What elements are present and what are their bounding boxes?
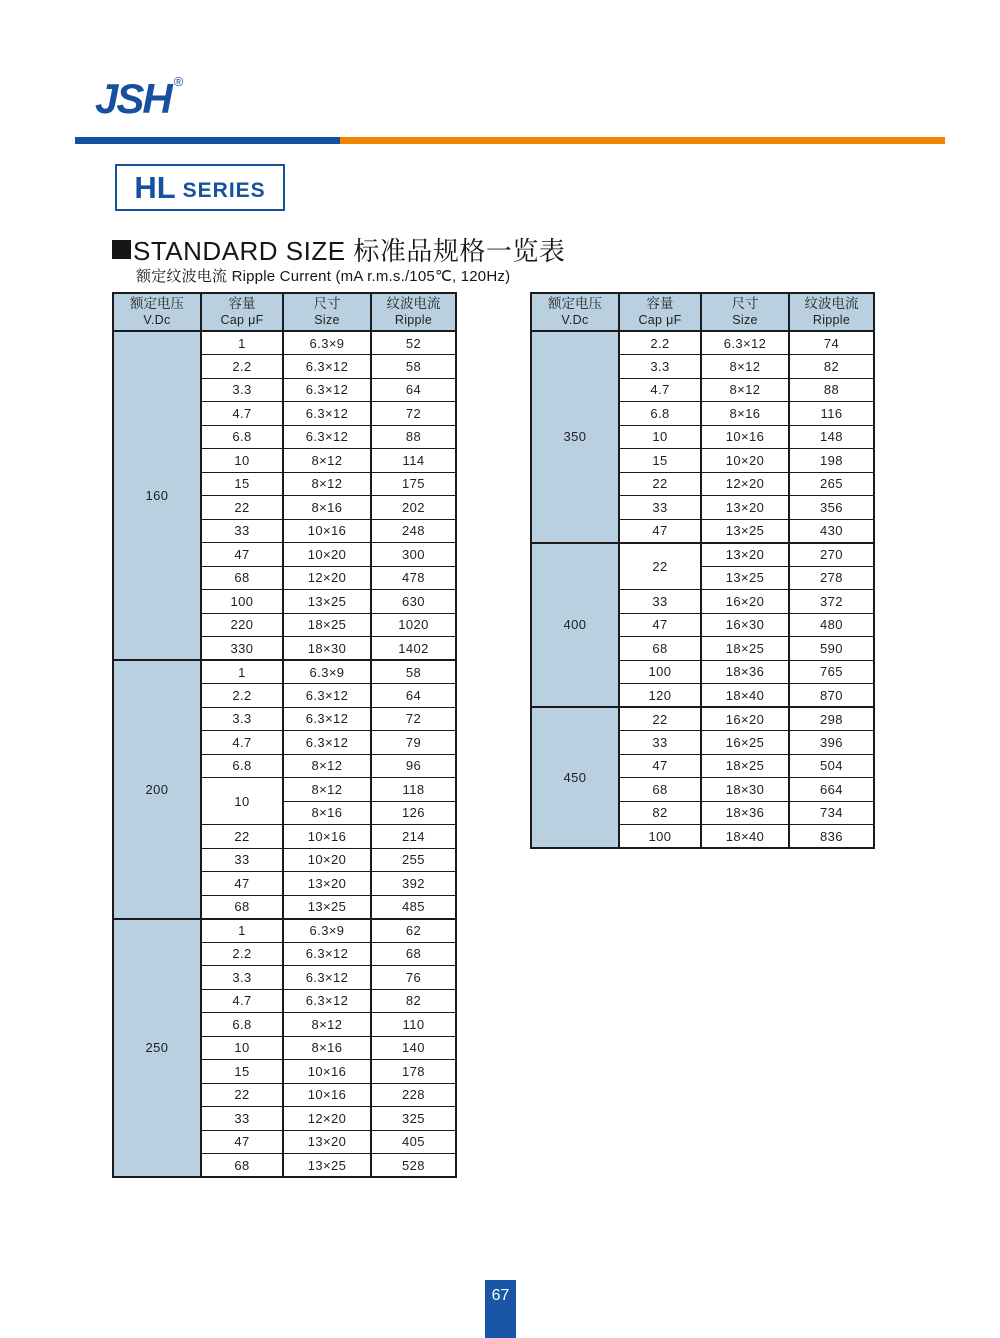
cap-cell: 68 [619,778,701,802]
cap-cell: 10 [619,425,701,449]
page-number: 67 [491,1287,510,1304]
size-cell: 18×40 [701,825,789,849]
size-cell: 13×20 [283,872,371,896]
size-cell: 13×25 [283,590,371,614]
cap-cell: 4.7 [201,989,283,1013]
size-cell: 8×12 [283,472,371,496]
cap-cell: 33 [201,1107,283,1131]
size-cell: 18×36 [701,801,789,825]
cap-cell: 47 [619,754,701,778]
ripple-cell: 630 [371,590,456,614]
ripple-cell: 82 [371,989,456,1013]
size-cell: 18×25 [701,754,789,778]
ripple-cell: 664 [789,778,874,802]
series-word: SERIES [182,178,266,202]
header-rule-blue-segment [75,137,340,144]
cap-cell: 2.2 [201,355,283,379]
size-cell: 8×12 [283,449,371,473]
ripple-cell: 62 [371,919,456,943]
ripple-cell: 140 [371,1036,456,1060]
column-header-en: Ripple [812,312,851,327]
cap-cell: 47 [201,1130,283,1154]
cap-cell: 82 [619,801,701,825]
size-cell: 18×25 [701,637,789,661]
ripple-cell: 248 [371,519,456,543]
cap-cell: 330 [201,637,283,661]
column-header-0 [113,293,201,331]
size-cell: 13×25 [701,566,789,590]
ripple-cell: 1020 [371,613,456,637]
size-cell: 13×25 [283,895,371,919]
column-header-cn: 纹波电流 [386,295,441,311]
column-header-cn: 纹波电流 [804,295,859,311]
size-cell: 6.3×12 [283,684,371,708]
ripple-cell: 58 [371,355,456,379]
ripple-cell: 76 [371,966,456,990]
size-cell: 6.3×12 [283,425,371,449]
ripple-cell: 405 [371,1130,456,1154]
ripple-cell: 325 [371,1107,456,1131]
size-cell: 8×12 [283,778,371,802]
cap-cell: 15 [619,449,701,473]
table-row [113,331,456,355]
column-header-en: Size [314,312,340,327]
cap-cell: 220 [201,613,283,637]
cap-cell: 10 [201,778,283,825]
ripple-cell: 82 [789,355,874,379]
cap-cell: 68 [201,1154,283,1178]
cap-cell: 2.2 [201,684,283,708]
table-header-row [113,293,456,331]
ripple-cell: 72 [371,402,456,426]
cap-cell: 33 [619,731,701,755]
cap-cell: 3.3 [619,355,701,379]
header-divider-rule [75,137,945,144]
size-cell: 8×12 [701,355,789,379]
size-cell: 10×20 [701,449,789,473]
size-cell: 18×30 [283,637,371,661]
ripple-cell: 372 [789,590,874,614]
cap-cell: 22 [619,472,701,496]
ripple-cell: 64 [371,378,456,402]
column-header-2 [701,293,789,331]
title-square-icon [112,240,131,259]
ripple-cell: 148 [789,425,874,449]
spec-table-left-host [112,292,457,1178]
size-cell: 10×16 [283,1083,371,1107]
ripple-cell: 58 [371,660,456,684]
voltage-cell: 400 [531,543,619,708]
table-row [531,707,874,731]
cap-cell: 4.7 [201,731,283,755]
size-cell: 6.3×9 [283,331,371,355]
ripple-cell: 88 [789,378,874,402]
size-cell: 16×30 [701,613,789,637]
column-header-cn: 尺寸 [313,295,341,311]
size-cell: 10×16 [283,519,371,543]
cap-cell: 6.8 [201,425,283,449]
ripple-table-right [530,292,875,849]
spec-table-right-host [530,292,875,849]
size-cell: 8×16 [283,496,371,520]
size-cell: 13×25 [701,519,789,543]
column-header-cn: 额定电压 [130,295,184,311]
cap-cell: 1 [201,919,283,943]
column-header-2 [283,293,371,331]
cap-cell: 22 [201,496,283,520]
voltage-cell: 450 [531,707,619,848]
ripple-cell: 255 [371,848,456,872]
ripple-cell: 88 [371,425,456,449]
voltage-cell: 250 [113,919,201,1178]
cap-cell: 100 [619,825,701,849]
cap-cell: 10 [201,1036,283,1060]
ripple-cell: 430 [789,519,874,543]
ripple-cell: 734 [789,801,874,825]
size-cell: 8×12 [283,1013,371,1037]
size-cell: 8×12 [701,378,789,402]
cap-cell: 2.2 [619,331,701,355]
ripple-cell: 64 [371,684,456,708]
column-header-cn: 额定电压 [548,295,602,311]
series-badge [115,164,285,211]
size-cell: 18×30 [701,778,789,802]
ripple-cell: 396 [789,731,874,755]
ripple-cell: 590 [789,637,874,661]
ripple-cell: 110 [371,1013,456,1037]
cap-cell: 2.2 [201,942,283,966]
size-cell: 12×20 [283,1107,371,1131]
cap-cell: 68 [201,566,283,590]
cap-cell: 47 [201,872,283,896]
size-cell: 16×20 [701,707,789,731]
column-header-en: V.Dc [561,312,589,327]
ripple-cell: 278 [789,566,874,590]
ripple-cell: 74 [789,331,874,355]
cap-cell: 10 [201,449,283,473]
ripple-cell: 300 [371,543,456,567]
cap-cell: 100 [619,660,701,684]
cap-cell: 3.3 [201,966,283,990]
table-row [113,919,456,943]
size-cell: 8×12 [283,754,371,778]
cap-cell: 68 [201,895,283,919]
ripple-cell: 528 [371,1154,456,1178]
ripple-cell: 228 [371,1083,456,1107]
voltage-cell: 160 [113,331,201,660]
column-header-1 [619,293,701,331]
registered-trademark-icon: ® [173,74,184,89]
cap-cell: 1 [201,660,283,684]
column-header-0 [531,293,619,331]
size-cell: 16×20 [701,590,789,614]
cap-cell: 33 [619,590,701,614]
size-cell: 6.3×12 [283,731,371,755]
ripple-cell: 836 [789,825,874,849]
size-cell: 18×40 [701,684,789,708]
size-cell: 18×25 [283,613,371,637]
header-rule-orange-segment [340,137,945,144]
ripple-cell: 265 [789,472,874,496]
cap-cell: 4.7 [201,402,283,426]
table-row [531,331,874,355]
ripple-cell: 504 [789,754,874,778]
size-cell: 10×20 [283,848,371,872]
cap-cell: 6.8 [201,754,283,778]
column-header-en: Cap μF [220,312,264,327]
column-header-3 [371,293,456,331]
cap-cell: 6.8 [201,1013,283,1037]
ripple-cell: 214 [371,825,456,849]
cap-cell: 33 [201,848,283,872]
brand-logo-text: JSH [95,75,171,122]
ripple-cell: 392 [371,872,456,896]
size-cell: 10×16 [283,825,371,849]
size-cell: 6.3×9 [283,660,371,684]
cap-cell: 4.7 [619,378,701,402]
size-cell: 6.3×12 [283,966,371,990]
size-cell: 8×16 [283,1036,371,1060]
cap-cell: 22 [619,543,701,590]
size-cell: 13×20 [701,496,789,520]
section-title [112,231,565,268]
table-row [531,543,874,567]
voltage-cell: 350 [531,331,619,543]
size-cell: 12×20 [283,566,371,590]
cap-cell: 33 [619,496,701,520]
ripple-cell: 116 [789,402,874,426]
ripple-cell: 202 [371,496,456,520]
ripple-cell: 72 [371,707,456,731]
ripple-cell: 478 [371,566,456,590]
cap-cell: 22 [619,707,701,731]
ripple-cell: 118 [371,778,456,802]
size-cell: 6.3×12 [283,402,371,426]
ripple-cell: 198 [789,449,874,473]
ripple-cell: 1402 [371,637,456,661]
size-cell: 6.3×12 [283,707,371,731]
cap-cell: 120 [619,684,701,708]
column-header-cn: 容量 [228,295,256,311]
table-row [113,660,456,684]
cap-cell: 3.3 [201,707,283,731]
column-header-cn: 尺寸 [731,295,759,311]
size-cell: 6.3×12 [283,942,371,966]
cap-cell: 15 [201,472,283,496]
ripple-cell: 79 [371,731,456,755]
ripple-cell: 485 [371,895,456,919]
size-cell: 13×20 [701,543,789,567]
size-cell: 16×25 [701,731,789,755]
ripple-cell: 356 [789,496,874,520]
column-header-cn: 容量 [646,295,674,311]
column-header-en: Cap μF [638,312,682,327]
cap-cell: 47 [201,543,283,567]
ripple-cell: 480 [789,613,874,637]
ripple-cell: 175 [371,472,456,496]
cap-cell: 1 [201,331,283,355]
ripple-cell: 298 [789,707,874,731]
size-cell: 8×16 [701,402,789,426]
ripple-cell: 96 [371,754,456,778]
size-cell: 10×16 [701,425,789,449]
ripple-cell: 126 [371,801,456,825]
voltage-cell: 200 [113,660,201,919]
cap-cell: 15 [201,1060,283,1084]
size-cell: 13×25 [283,1154,371,1178]
cap-cell: 33 [201,519,283,543]
ripple-cell: 114 [371,449,456,473]
size-cell: 8×16 [283,801,371,825]
size-cell: 18×36 [701,660,789,684]
ripple-cell: 765 [789,660,874,684]
column-header-en: Size [732,312,758,327]
cap-cell: 47 [619,613,701,637]
ripple-cell: 870 [789,684,874,708]
size-cell: 10×16 [283,1060,371,1084]
cap-cell: 6.8 [619,402,701,426]
ripple-cell: 178 [371,1060,456,1084]
size-cell: 10×20 [283,543,371,567]
series-code: HL [134,169,176,205]
page-number-badge [485,1280,516,1338]
section-title-text: STANDARD SIZE 标准品规格一览表 [133,236,566,266]
column-header-3 [789,293,874,331]
ripple-cell: 68 [371,942,456,966]
cap-cell: 68 [619,637,701,661]
size-cell: 6.3×12 [283,378,371,402]
size-cell: 6.3×12 [701,331,789,355]
cap-cell: 3.3 [201,378,283,402]
size-cell: 6.3×12 [283,355,371,379]
ripple-table-left [112,292,457,1178]
cap-cell: 22 [201,825,283,849]
size-cell: 6.3×12 [283,989,371,1013]
column-header-en: V.Dc [143,312,171,327]
cap-cell: 47 [619,519,701,543]
size-cell: 6.3×9 [283,919,371,943]
cap-cell: 100 [201,590,283,614]
cap-cell: 22 [201,1083,283,1107]
brand-logo [95,74,184,122]
ripple-cell: 52 [371,331,456,355]
column-header-en: Ripple [394,312,433,327]
ripple-current-note: 额定纹波电流 Ripple Current (mA r.m.s./105℃, 120Hz) [136,268,511,285]
size-cell: 13×20 [283,1130,371,1154]
column-header-1 [201,293,283,331]
table-header-row [531,293,874,331]
ripple-cell: 270 [789,543,874,567]
size-cell: 12×20 [701,472,789,496]
